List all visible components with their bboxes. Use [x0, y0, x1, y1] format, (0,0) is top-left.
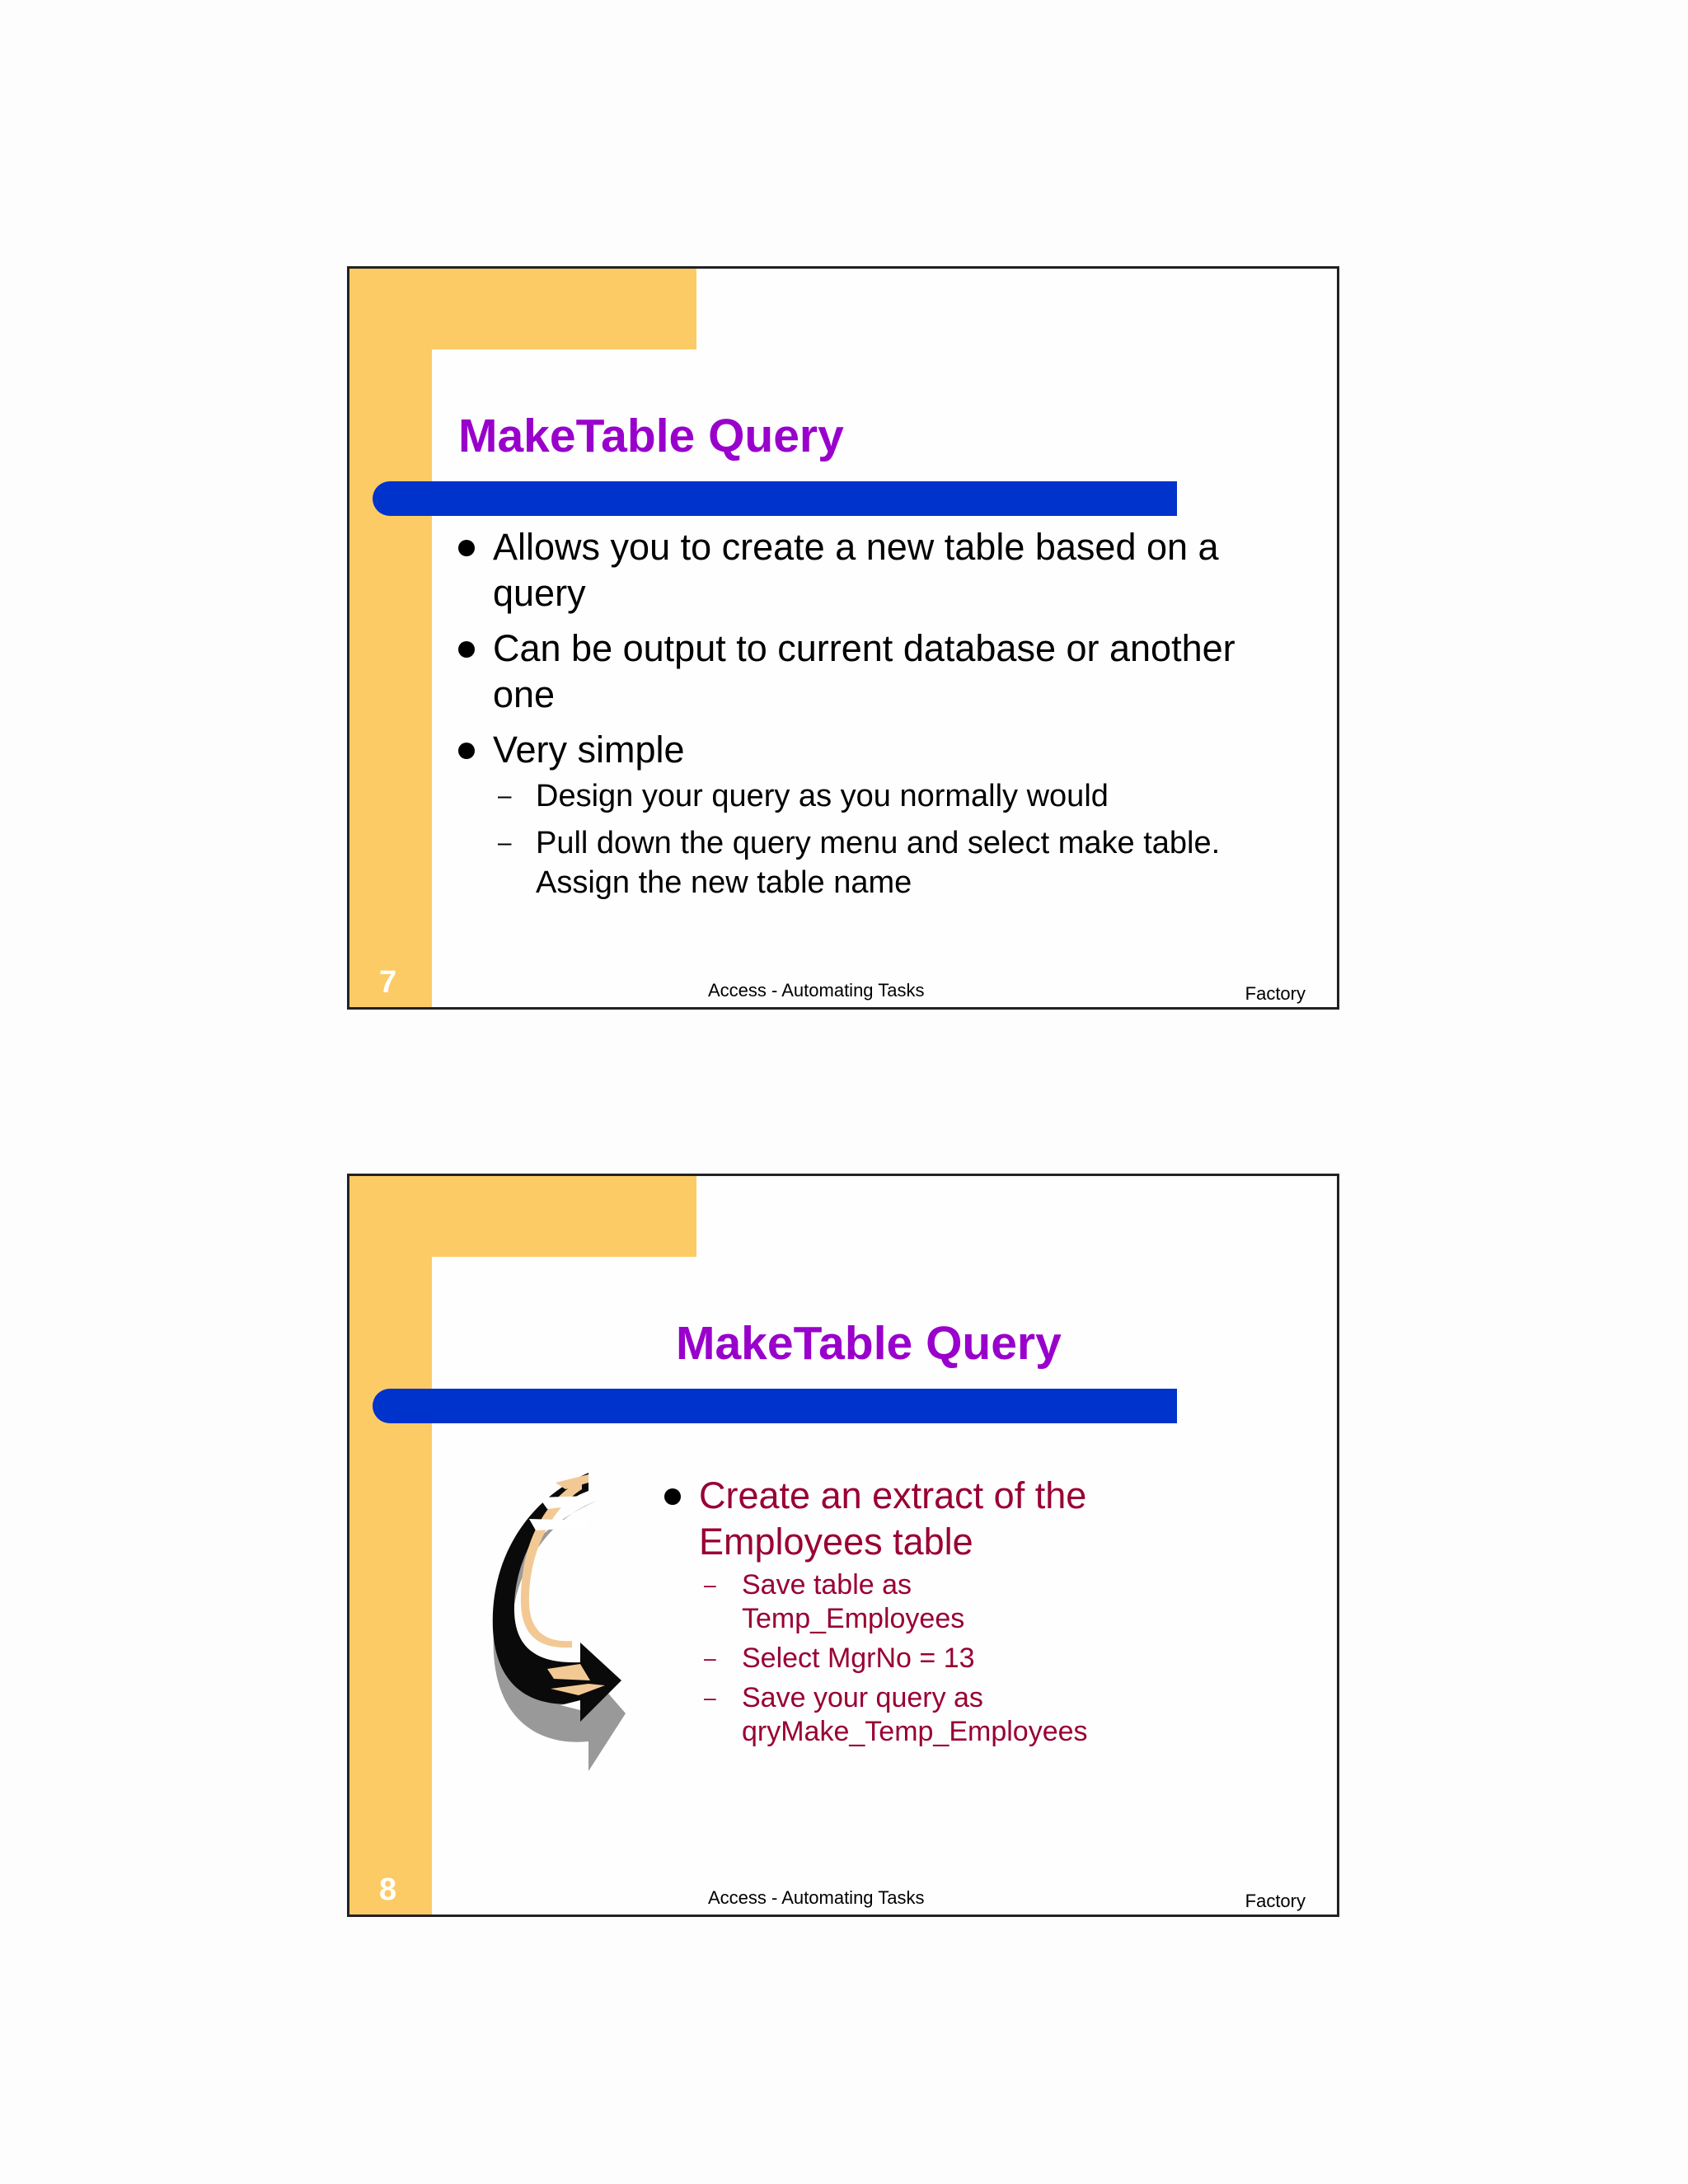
dash-icon: –	[498, 829, 512, 856]
sub-bullet-text: Pull down the query menu and select make table. Assign the new table name	[536, 826, 1221, 900]
side-band	[349, 1176, 432, 1915]
footer-title: Access - Automating Tasks	[708, 980, 925, 1001]
top-band	[349, 1176, 696, 1257]
slide-title: MakeTable Query	[458, 410, 844, 462]
slide-number: 8	[379, 1872, 397, 1907]
sub-bullet-list	[699, 1568, 1123, 1749]
sub-bullet-text: Design your query as you normally would	[536, 779, 1109, 813]
sub-bullet-item	[699, 1568, 1123, 1636]
sub-bullet-text: Save your query as qryMake_Temp_Employees	[742, 1682, 1088, 1747]
slide-number: 7	[379, 965, 397, 1000]
dash-icon: –	[498, 782, 512, 809]
bullet-list	[455, 524, 1279, 912]
curved-arrow-icon	[490, 1473, 638, 1771]
sub-bullet-item	[493, 776, 1279, 816]
dash-icon: –	[704, 1646, 716, 1671]
bullet-text: Allows you to create a new table based on a query	[493, 526, 1219, 614]
sub-bullet-item	[493, 823, 1279, 902]
title-underline-bar	[373, 1389, 1177, 1423]
dash-icon: –	[704, 1685, 716, 1710]
slide-8	[347, 1174, 1339, 1917]
top-band	[349, 269, 696, 349]
bullet-list	[661, 1473, 1123, 1755]
bullet-dot-icon	[458, 540, 475, 556]
bullet-item	[455, 727, 1279, 902]
slide-title: MakeTable Query	[676, 1317, 1062, 1370]
bullet-text: Create an extract of the Employees table	[699, 1474, 1087, 1563]
bullet-dot-icon	[458, 641, 475, 658]
sub-bullet-item	[699, 1681, 1123, 1749]
sub-bullet-text: Select MgrNo = 13	[742, 1643, 975, 1674]
bullet-dot-icon	[458, 743, 475, 759]
sub-bullet-list	[493, 776, 1279, 902]
footer-author: Factory	[1245, 1891, 1306, 1911]
footer-author: Factory	[1245, 983, 1306, 1004]
bullet-item	[455, 524, 1279, 616]
side-band	[349, 269, 432, 1007]
slide-7	[347, 266, 1339, 1010]
footer-title: Access - Automating Tasks	[708, 1887, 925, 1908]
bullet-item	[661, 1473, 1123, 1749]
dash-icon: –	[704, 1572, 716, 1597]
bullet-text: Very simple	[493, 729, 685, 771]
sub-bullet-text: Save table as Temp_Employees	[742, 1569, 965, 1634]
sub-bullet-item	[699, 1642, 1123, 1675]
bullet-item	[455, 626, 1279, 718]
bullet-text: Can be output to current database or another one	[493, 627, 1236, 715]
bullet-dot-icon	[664, 1488, 681, 1505]
title-underline-bar	[373, 481, 1177, 516]
